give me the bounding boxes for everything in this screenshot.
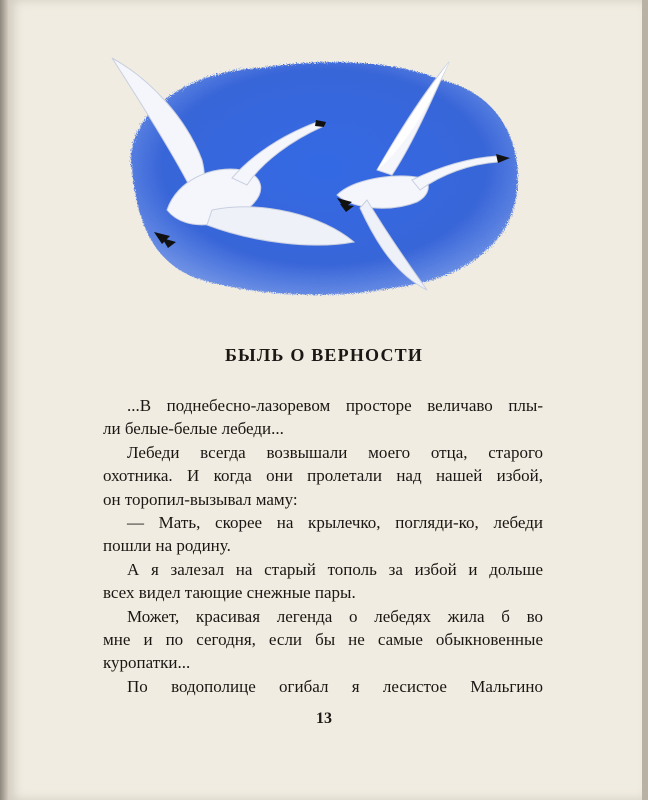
text-line: он торопил-вызывал маму: (103, 489, 298, 509)
text-line: куропатки... (103, 653, 191, 673)
text-line: Лебеди всегда возвышали моего отца, старого (127, 442, 543, 462)
text-line: А я залезал на старый тополь за избой и дольше (127, 559, 543, 579)
text-line: мне и по сегодня, если бы не самые обыкновенные (103, 630, 543, 650)
page-number: 13 (316, 710, 332, 727)
story-title: БЫЛЬ О ВЕРНОСТИ (224, 345, 424, 365)
text-line: Может, красивая легенда о лебедях жила б во (127, 606, 543, 626)
text-line: пошли на родину. (103, 536, 231, 556)
text-line: охотника. И когда они пролетали над нашей избой, (103, 466, 543, 486)
text-line: ли белые-белые лебеди... (103, 419, 284, 439)
text-line: По водополице огибал я лесистое Мальгино (127, 676, 543, 696)
text-line: — Мать, скорее на крылечко, погляди-ко, лебеди (127, 513, 543, 533)
book-gutter (0, 0, 8, 800)
text-line: ...В поднебесно-лазоревом просторе величаво плы- (127, 396, 543, 415)
swans-illustration (92, 50, 532, 305)
text-line: всех видел тающие снежные пары. (103, 583, 356, 603)
story-text (103, 394, 543, 698)
